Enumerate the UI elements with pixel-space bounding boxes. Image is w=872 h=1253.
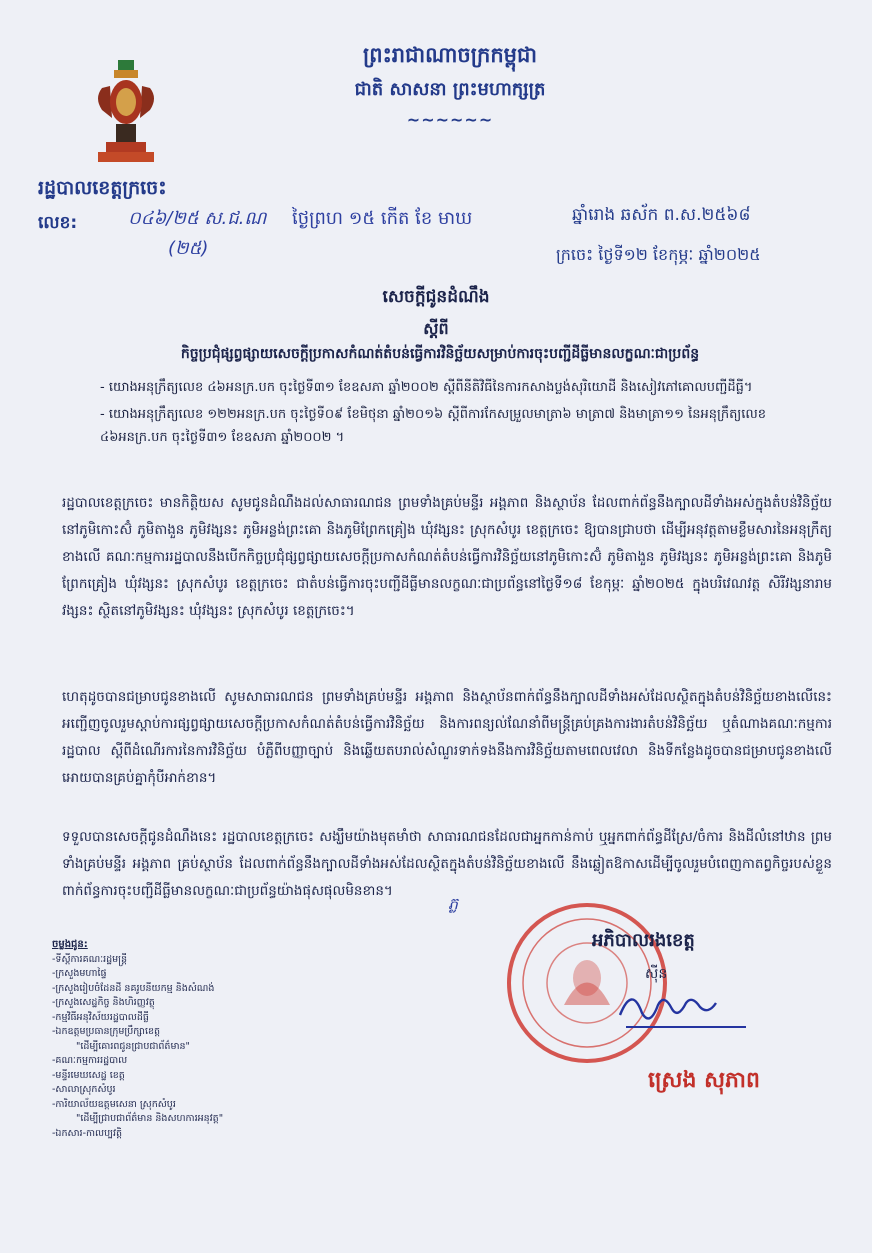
cc-list [52,938,312,1141]
reference-item: - យោងអនុក្រឹត្យលេខ ១២២អនក្រ.បក ចុះថ្ងៃទី០៩ ខែមិថុនា ឆ្នាំ២០១៦ ស្តីពីការកែសម្រួលមាត្រា៦ មាត្រា៧ និងមាត្រា១១ នៃអនុក្រឹត្យលេខ ៤៦អនក្រ.បក ចុះថ្ងៃទី៣១ ខែឧសភា ឆ្នាំ២០០២ ។ [100,407,766,445]
cc-item: -ឯកសារ-កាលប្បវត្តិ [52,1127,122,1139]
handwritten-initial: ភ្ល [448,894,459,913]
national-motto: ជាតិ សាសនា ព្រះមហាក្សត្រ [354,79,546,100]
issuing-department: រដ្ឋបាលខេត្តក្រចេះ [38,177,167,199]
cc-note: "ដើម្បីជ្រាបជាព័ត៌មាន និងសហការអនុវត្ត" [76,1113,224,1124]
cc-item: -សាលាស្រុកសំបូរ [52,1084,116,1095]
cc-item: -មន្ទីរមេឃសេដ្ឋ ខេត្ត [52,1069,125,1081]
solar-date: ក្រចេះ ថ្ងៃទី១២ ខែកុម្ភៈ ឆ្នាំ២០២៥ [556,245,761,264]
cc-item: -ក្រសួងសេដ្ឋកិច្ច និងហិរញ្ញវត្ថុ [52,997,155,1008]
cc-note: "ដើម្បីគោរពជូនជ្រាបជាព័ត៌មាន" [76,1040,190,1052]
body-paragraph: ទទួលបានសេចក្តីជូនដំណឹងនេះ រដ្ឋបាលខេត្តក្រចេះ សង្ឃឹមយ៉ាងមុតមាំថា សាធារណជនដែលជាអ្នកកាន់កាប់ ឬអ្នកពាក់ព័ន្ធដីស្រែ/ចំការ និងដីលំនៅឋាន ព្រមទាំងគ្រប់មន្ទីរ អង្គភាព គ្រប់ស្ថាប័ន ដែលពាក់ព័ន្ធនឹងក្បាលដីទាំងអស់ដែលស្ថិតក្នុងតំបន់វិនិច្ឆ័យខាងលើ នឹងឆ្លៀតឱកាសដើម្បីចូលរួមបំពេញកាតព្វកិច្ចរបស់ខ្លួនពាក់ព័ន្ធការចុះបញ្ជីដីធ្លីមានលក្ខណៈជាប្រព័ន្ធយ៉ាងផុសផុលមិនខាន។ [62,829,832,899]
lunar-year: ឆ្នាំរោង ឆស័ក ព.ស.២៥៦៨ [572,205,751,225]
legal-references [100,376,820,453]
signatory-name: ស្រេង សុភាព [648,1068,760,1093]
reference-item: - យោងអនុក្រឹត្យលេខ ៤៦អនក្រ.បក ចុះថ្ងៃទី៣១ ខែឧសភា ឆ្នាំ២០០២ ស្តីពីនីតិវិធីនៃការកសាងប្លង់សុរិយោដី និងសៀវភៅគោលបញ្ជីដីធ្លី។ [100,380,753,395]
cc-heading: ចម្លងជូន: [52,939,88,950]
reference-annotation: (២៥) [168,238,209,259]
signatory-subtitle: ស៊ីន [645,966,668,982]
royal-emblem-icon [92,58,160,170]
document-subject: កិច្ចប្រជុំផ្សព្វផ្សាយសេចក្តីប្រកាសកំណត់តំបន់ធ្វើការវិនិច្ឆ័យសម្រាប់ការចុះបញ្ជីដីធ្លីមានលក្ខណៈជាប្រព័ន្ធ [180,346,700,362]
cc-item: -ឯកឧត្តមប្រធានក្រុមប្រឹក្សាខេត្ត [52,1026,161,1037]
lunar-date: ថ្ងៃព្រហ ១៥ កើត ខែ មាឃ [292,208,473,229]
body-paragraph: ហេតុដូចបានជម្រាបជូនខាងលើ សូមសាធារណជន ព្រមទាំងគ្រប់មន្ទីរ អង្គភាព និងស្ថាប័នពាក់ព័ន្ធនឹងក្បាលដីទាំងអស់ដែលស្ថិតក្នុងតំបន់វិនិច្ឆ័យខាងលើនេះ អញ្ជើញចូលរួមស្តាប់ការផ្សព្វផ្សាយសេចក្តីប្រកាសកំណត់តំបន់ធ្វើការវិនិច្ឆ័យ និងការពន្យល់ណែនាំពីមន្ត្រីគ្រប់គ្រងការងារតំបន់វិនិច្ឆ័យ ឬតំណាងគណៈកម្មការរដ្ឋបាល ស្តីពីដំណើរការនៃការវិនិច្ឆ័យ បំភ្លឺពីបញ្ញាច្បាប់ និងឆ្លើយតបរាល់សំណួរទាក់ទងនឹងការវិនិច្ឆ័យតាមពេលវេលា និងទីកន្លែងដូចបានជម្រាបជូនខាងលើអោយបានគ្រប់គ្នាកុំបីអាក់ខាន។ [62,689,832,786]
cc-item: -ក្រសួងមហាផ្ទៃ [52,968,107,979]
document-title: សេចក្តីជូនដំណឹង [382,287,490,307]
body-paragraph: រដ្ឋបាលខេត្តក្រចេះ មានកិត្តិយស សូមជូនដំណឹងដល់សាធារណជន ព្រមទាំងគ្រប់មន្ទីរ អង្គភាព និងស្ថាប័ន ដែលពាក់ព័ន្ធនឹងក្បាលដីទាំងអស់ក្នុងតំបន់វិនិច្ឆ័យនៅភូមិកោះស៊ំ ភូមិតាងួន ភូមិវង្សនះ ភូមិអន្លង់ព្រះគោ និងភូមិព្រែកគ្រៀង ឃុំវង្សនះ ស្រុកសំបូរ ខេត្តក្រចេះ ឱ្យបានជ្រាបថា ដើម្បីអនុវត្តតាមខ្លឹមសារនៃអនុក្រឹត្យខាងលើ គណៈកម្មការរដ្ឋបាលនឹងបើកកិច្ចប្រជុំផ្សព្វផ្សាយសេចក្តីប្រកាសកំណត់តំបន់ធ្វើការវិនិច្ឆ័យនៅភូមិកោះស៊ំ ភូមិតាងួន ភូមិវង្សនះ ភូមិអន្លង់ព្រះគោ និងភូមិព្រែកគ្រៀង ឃុំវង្សនះ ស្រុកសំបូរ ខេត្តក្រចេះ ជាតំបន់ធ្វើការចុះបញ្ជីដីធ្លីមានលក្ខណៈជាប្រព័ន្ធនៅថ្ងៃទី១៨ ខែកុម្ភៈ ឆ្នាំ២០២៥ ក្នុងបរិវេណវត្ត សិរីវង្សនារាម វង្សនះ ស្ថិតនៅភូមិវង្សនះ ឃុំវង្សនះ ស្រុកសំបូរ ខេត្តក្រចេះ។ [62,495,832,619]
cc-item: -កម្មវិធីអនុវិស័យរដ្ឋបាលដីធ្លី [52,1011,149,1023]
reference-number: ០៤៦/២៥ ស.ជ.ណ [128,208,267,229]
ornament-divider: ~~~~~~ [406,110,494,129]
document-subject-label: ស្តីពី [423,319,449,338]
kingdom-title: ព្រះរាជាណាចក្រកម្ពុជា [362,43,537,67]
cc-item: -ក្រសួងរៀបចំដែនដី នគរូបនីយកម្ម និងសំណង់ [52,982,215,994]
signatory-title: អភិបាលរងខេត្ត [592,930,695,951]
cc-item: -គណៈកម្មការរដ្ឋបាល [52,1055,128,1066]
handwritten-signature-icon [612,975,752,1035]
letterhead [270,40,630,129]
cc-item: -ទីស្តីការគណៈរដ្ឋមន្ត្រី [52,953,128,965]
cc-item: -ការិយាល័យឧត្តមសេនា ស្រុកសំបូរ [52,1098,176,1110]
reference-label: លេខ: [38,213,78,233]
